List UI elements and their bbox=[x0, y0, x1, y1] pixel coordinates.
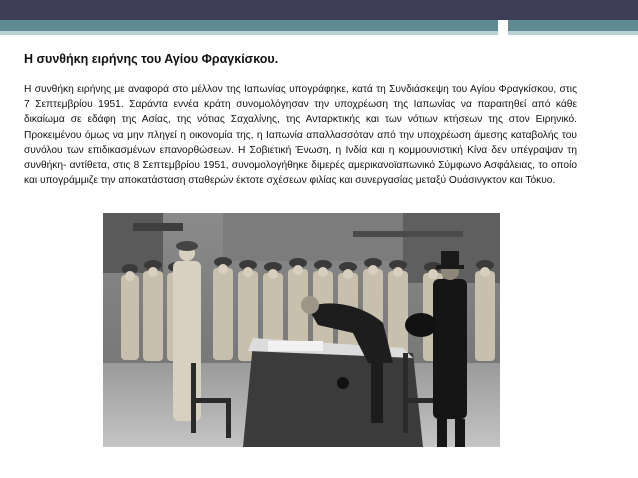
header-band-gap bbox=[498, 20, 508, 35]
header-band-light-left bbox=[0, 31, 498, 35]
header-band-teal-left bbox=[0, 20, 498, 31]
signing-ceremony-photo-illustration bbox=[103, 213, 500, 447]
header-band-teal-right bbox=[508, 20, 638, 31]
slide-title: Η συνθήκη ειρήνης του Αγίου Φραγκίσκου. bbox=[24, 52, 279, 66]
historical-photo bbox=[103, 213, 500, 447]
header-band-light-right bbox=[508, 31, 638, 35]
header-band-dark bbox=[0, 0, 638, 20]
slide-paragraph: Η συνθήκη ειρήνης με αναφορά στο μέλλον της Ιαπωνίας υπογράφηκε, κατά τη Συνδιάσκεψη του Αγίου Φραγκίσκου, στις 7 Σεπτεμβρίου 1951. Σαράντα εννέα κράτη συνομολόγησαν την υποχρέωση της Ιαπωνίας να παραιτηθεί από κάθε δικαίωμα σε εδάφη της Ασίας, της νότιας Σαχαλίνης, της Ανταρκτικής και των νότιων κτήσεων της στον Ειρηνικό. Προκειμένου όμως να μην πληγεί η οικονομία της, η Ιαπωνία απαλλασσόταν από την υποχρέωση άμεσης καταβολής του συνόλου των επιδικασμένων επανορθώσεων. Η Σοβιετική Ένωση, η Ινδία και η κομμουνιστική Κίνα δεν υπέγραψαν τη συνθήκη- αντίθετα, στις 8 Σεπτεμβρίου 1951, συνομολογήθηκε διμερές αμερικανοϊαπωνικό Σύμφωνο Ασφάλειας, το οποίο και υπογράμμιζε την αποκατάσταση σταθερών έκτοτε σχέσεων φιλίας και συνεργασίας μεταξύ Ουάσινγκτον και Τόκυο. bbox=[24, 84, 577, 187]
